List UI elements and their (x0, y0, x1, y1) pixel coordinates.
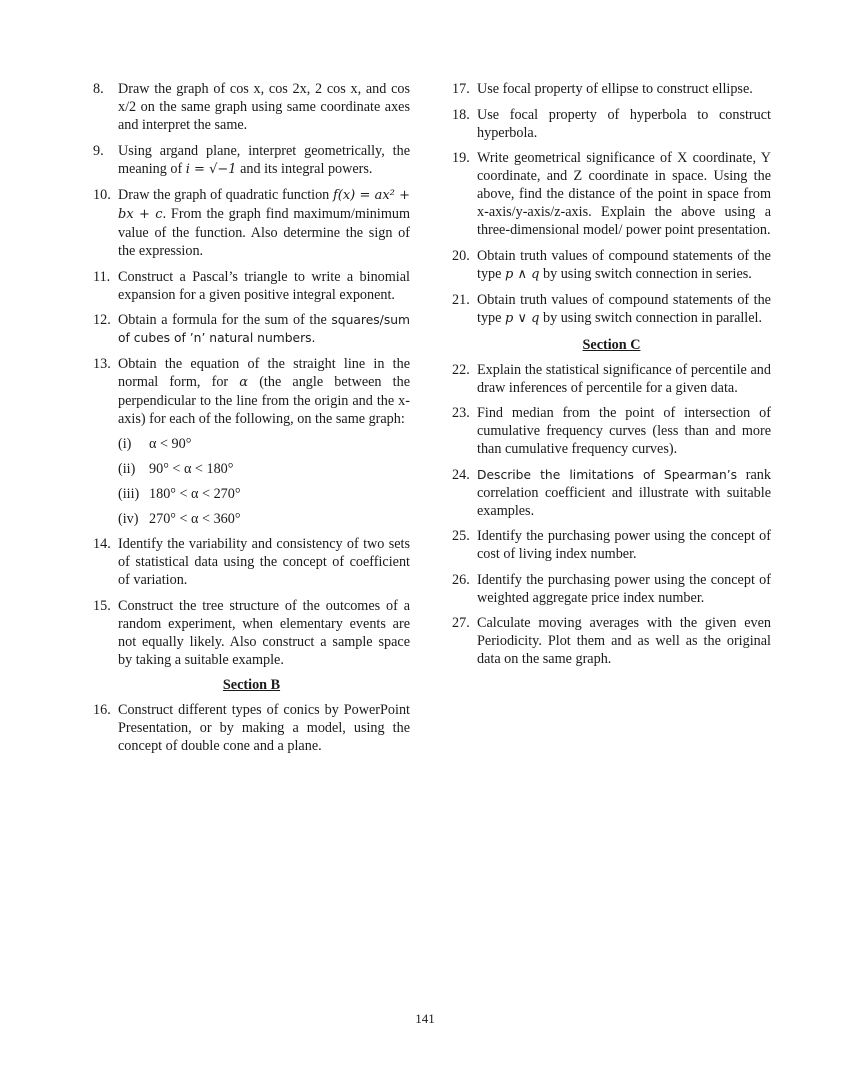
item-text (118, 701, 410, 755)
right-column (452, 80, 771, 676)
sub-item-label: (ii) (118, 460, 136, 477)
item-number: 21. (452, 292, 470, 308)
item-text (477, 614, 771, 668)
math-expression: p ∧ q (504, 266, 540, 282)
text-run: squares/sum of cubes of ’n’ natural numbers. (118, 313, 410, 345)
list-item (93, 268, 410, 304)
item-number: 12. (93, 312, 111, 328)
item-text (118, 268, 410, 304)
item-text (477, 106, 771, 142)
left-column (93, 80, 410, 763)
list-item (452, 466, 771, 520)
item-number: 26. (452, 571, 470, 588)
item-text (118, 311, 410, 347)
text-run: Obtain the equation of the straight line in the normal form, for (118, 355, 410, 390)
list-item (93, 597, 410, 669)
item-number: 24. (452, 466, 470, 483)
section-heading: Section C (582, 336, 641, 353)
item-number: 16. (93, 702, 111, 718)
item-number: 13. (93, 355, 111, 372)
item-text (118, 186, 410, 260)
item-text (477, 571, 771, 607)
text-run: Describe the limitations of Spearman’s (477, 467, 738, 482)
sub-item-label: (i) (118, 435, 132, 452)
item-number: 10. (93, 187, 111, 203)
list-item (452, 291, 771, 328)
item-text (477, 149, 771, 239)
item-text (118, 142, 410, 179)
sub-item (118, 485, 410, 503)
text-run: Find median from the point of intersection of cumulative frequency curves (less than and more than cumulative frequency curves). (477, 405, 771, 457)
math-expression: α (239, 374, 249, 390)
text-run: Construct the tree structure of the outcomes of a random experiment, when elementary events are not equally likely. Also construct a sample space by taking a suitable example. (118, 597, 410, 668)
sub-item (118, 435, 410, 453)
list-item (452, 361, 771, 397)
text-run: Using argand plane, interpret geometrically, the meaning of (118, 142, 410, 177)
text-run: Draw the graph of cos x, cos 2x, 2 cos x, and cos x/2 on the same graph using same coordinate axes and interpret the same. (118, 81, 410, 133)
item-number: 20. (452, 247, 470, 264)
item-number: 18. (452, 106, 470, 123)
sub-item (118, 510, 410, 528)
sub-item-text: 270° < α < 360° (149, 510, 241, 527)
list-item (93, 186, 410, 260)
page-number: 141 (415, 1011, 435, 1026)
list-item (93, 535, 410, 589)
item-text (118, 355, 410, 528)
math-expression: f(x) = ax² + bx + c (118, 188, 411, 222)
item-number: 8. (93, 81, 104, 97)
item-number: 27. (452, 615, 470, 631)
sub-item-label: (iii) (118, 485, 140, 502)
list-item (452, 149, 771, 239)
text-run: Use focal property of ellipse to construct ellipse. (477, 81, 753, 97)
text-run: Identify the purchasing power using the concept of cost of living index number. (477, 528, 771, 562)
item-number: 11. (93, 268, 111, 285)
text-run: (the angle between the perpendicular to the line from the origin and the x-axis) for each of the following, on the same graph: (118, 373, 410, 427)
sub-item-text: α < 90° (149, 435, 192, 452)
text-run: Obtain truth values of compound statements of the type (477, 292, 771, 326)
text-run: Identify the purchasing power using the concept of weighted aggregate price index number. (477, 571, 771, 606)
text-run: by using switch connection in series. (539, 265, 752, 282)
text-run: Construct a Pascal’s triangle to write a binomial expansion for a given positive integral exponent. (118, 268, 410, 303)
list-item (452, 247, 771, 284)
list-item (452, 80, 771, 98)
list-item (93, 142, 410, 179)
item-text (477, 80, 771, 98)
list-item (93, 80, 410, 134)
item-text (118, 535, 410, 589)
math-expression: p ∨ q (504, 311, 540, 326)
sub-item-text: 90° < α < 180° (149, 460, 234, 477)
math-expression: i = √−1 (185, 161, 237, 177)
item-text (477, 247, 771, 284)
item-number: 19. (452, 150, 470, 166)
sub-item (118, 460, 410, 478)
text-run: rank correlation coefficient and illustrate with suitable examples. (477, 466, 771, 519)
item-number: 9. (93, 142, 104, 159)
text-run: Obtain a formula for the sum of the (118, 312, 332, 328)
text-run: and its integral powers. (236, 160, 373, 177)
item-number: 14. (93, 536, 111, 552)
item-number: 15. (93, 597, 111, 614)
section-heading: Section B (222, 677, 281, 693)
list-item (93, 355, 410, 528)
item-text (477, 404, 771, 458)
sub-item-text: 180° < α < 270° (149, 485, 241, 502)
text-run: by using switch connection in parallel. (539, 310, 763, 326)
list-item (93, 701, 410, 755)
text-run: . From the graph find maximum/minimum value of the function. Also determine the sign of the expression. (118, 206, 410, 259)
item-text (477, 466, 771, 520)
text-run: Calculate moving averages with the given even Periodicity. Plot them and as well as the original data on the same graph. (477, 615, 771, 667)
list-item (452, 614, 771, 668)
item-number: 23. (452, 405, 470, 421)
text-run: Obtain truth values of compound statements of the type (477, 247, 771, 282)
item-number: 22. (452, 361, 470, 378)
sub-item-label: (iv) (118, 510, 139, 527)
item-text (477, 291, 771, 328)
item-text (477, 361, 771, 397)
text-run: Explain the statistical significance of percentile and draw inferences of percentile for a given data. (477, 361, 771, 396)
list-item (452, 404, 771, 458)
item-number: 17. (452, 81, 470, 97)
list-item (93, 311, 410, 347)
item-text (477, 527, 771, 563)
text-run: Identify the variability and consistency of two sets of statistical data using the concept of coefficient of variation. (118, 536, 410, 588)
item-text (118, 80, 410, 134)
item-number: 25. (452, 528, 470, 544)
item-text (118, 597, 410, 669)
list-item (452, 527, 771, 563)
text-run: Construct different types of conics by PowerPoint Presentation, or by making a model, using the concept of double cone and a plane. (118, 702, 410, 754)
list-item (452, 106, 771, 142)
text-run: Write geometrical significance of X coordinate, Y coordinate, and Z coordinate in space. Using the above, find the distance of the point in space from x-axis/y-axis/z-axis. Explain the above using a three-dimensional model/ power point presentation. (477, 150, 771, 238)
text-run: Draw the graph of quadratic function (118, 187, 333, 203)
text-run: Use focal property of hyperbola to construct hyperbola. (477, 106, 771, 141)
list-item (452, 571, 771, 607)
